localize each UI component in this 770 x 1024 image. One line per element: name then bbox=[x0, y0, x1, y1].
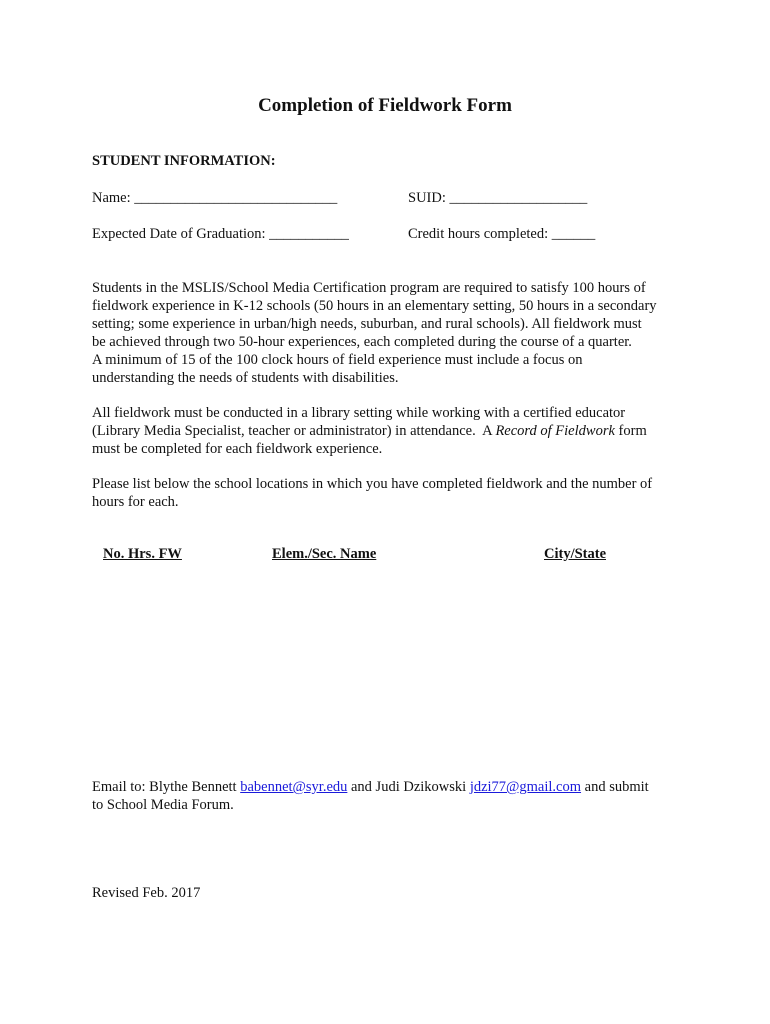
paragraph-line: Students in the MSLIS/School Media Certification program are required to satisfy 100 hours of bbox=[92, 280, 646, 296]
paragraph-line bbox=[92, 778, 692, 796]
student-information-heading: STUDENT INFORMATION: bbox=[92, 153, 276, 169]
suid-field: SUID: ___________________ bbox=[408, 190, 588, 206]
paragraph-line: understanding the needs of students with disabilities. bbox=[92, 370, 399, 386]
paragraph-line: A minimum of 15 of the 100 clock hours of field experience must include a focus on bbox=[92, 352, 583, 368]
paragraph-line: Please list below the school locations in which you have completed fieldwork and the number of bbox=[92, 476, 653, 492]
name-field: Name: ____________________________ bbox=[92, 190, 338, 206]
paragraph-line: must be completed for each fieldwork experience. bbox=[92, 441, 383, 457]
email-instructions bbox=[92, 778, 692, 814]
paragraph-line bbox=[92, 422, 692, 440]
instructions-paragraph bbox=[92, 475, 692, 511]
graduation-date-field: Expected Date of Graduation: ___________ bbox=[92, 226, 349, 242]
paragraph-line: All fieldwork must be conducted in a library setting while working with a certified educator bbox=[92, 405, 626, 421]
email-suffix: and submit bbox=[581, 779, 649, 795]
paragraph-line: setting; some experience in urban/high needs, suburban, and rural schools). All fieldwork must bbox=[92, 316, 642, 332]
form-title: Completion of Fieldwork Form bbox=[258, 95, 512, 116]
email-middle: and Judi Dzikowski bbox=[347, 779, 470, 795]
school-name-column-header: Elem./Sec. Name bbox=[272, 546, 377, 562]
library-setting-paragraph bbox=[92, 404, 692, 458]
paragraph-line: fieldwork experience in K-12 schools (50 hours in an elementary setting, 50 hours in a secondary bbox=[92, 298, 657, 314]
paragraph-line: be achieved through two 50-hour experiences, each completed during the course of a quarter. bbox=[92, 334, 632, 350]
requirements-paragraph bbox=[92, 279, 692, 387]
paragraph-line: hours for each. bbox=[92, 494, 179, 510]
paragraph-text: form bbox=[614, 423, 647, 439]
email-link-dzikowski[interactable]: jdzi77@gmail.com bbox=[469, 779, 582, 795]
email-prefix: Email to: Blythe Bennett bbox=[92, 779, 241, 795]
paragraph-line: to School Media Forum. bbox=[92, 797, 234, 813]
credit-hours-field: Credit hours completed: ______ bbox=[408, 226, 596, 242]
email-link-bennett[interactable]: babennet@syr.edu bbox=[240, 779, 348, 795]
hours-column-header: No. Hrs. FW bbox=[103, 546, 182, 562]
paragraph-text: (Library Media Specialist, teacher or administrator) in attendance. A bbox=[92, 423, 496, 439]
revision-date: Revised Feb. 2017 bbox=[92, 885, 201, 901]
record-of-fieldwork-title: Record of Fieldwork bbox=[495, 423, 615, 439]
city-state-column-header: City/State bbox=[544, 546, 607, 562]
